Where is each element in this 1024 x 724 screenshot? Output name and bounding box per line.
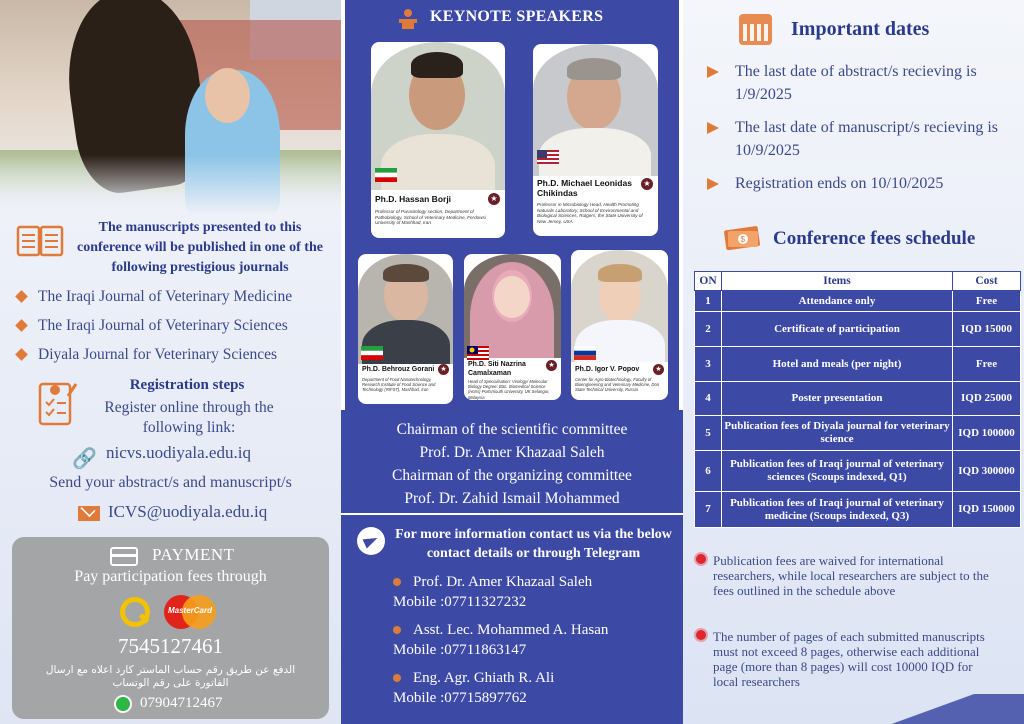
pages-note: The number of pages of each submitted manuscripts must not exceed 8 pages, otherwise each additional page (more than 8 pages) will cost 10000 IQD for local researchers [693, 629, 993, 689]
star-badge-icon: ★ [653, 364, 664, 375]
divider [341, 513, 683, 515]
mastercard-logo-icon: MasterCard [164, 595, 216, 629]
column-header: ON [695, 272, 722, 291]
fees-table [694, 271, 1021, 528]
credit-card-icon [110, 547, 138, 566]
fees-heading: Conference fees schedule [773, 228, 976, 249]
dates-heading: Important dates [791, 18, 930, 40]
date-item: The last date of manuscript/s recieving is 10/9/2025 [703, 116, 1013, 162]
payment-account-number: 7545127461 [118, 634, 223, 658]
star-badge-icon: ★ [546, 360, 557, 371]
registration-heading: Registration steps [129, 377, 245, 393]
envelope-icon [78, 506, 100, 521]
table-header-row [695, 272, 1021, 291]
star-badge-icon: ★ [438, 364, 449, 375]
dates-list [703, 60, 1013, 205]
speaker-description: Center for Agro-Biotechnology, Faculty of Bioengineering and Veterinary Medicine, Don State Technical University, Russia [575, 377, 660, 393]
bullet-dot-icon [393, 626, 401, 634]
iran-flag-icon [361, 346, 383, 360]
speaker-card [358, 254, 453, 404]
diamond-bullet-icon [15, 290, 28, 303]
send-instructions: Send your abstract/s and manuscript/s [49, 474, 292, 491]
contact-item: Eng. Agr. Ghiath R. Ali Mobile :07715897762 [393, 670, 555, 706]
star-badge-icon: ★ [488, 193, 500, 205]
red-burst-bullet-icon [696, 630, 706, 640]
committee-line: Chairman of the organizing committee [392, 467, 632, 484]
table-row: 6 Publication fees of Iraqi journal of veterinary sciences (Scoups indexed, Q1) IQD 300000 [695, 451, 1021, 492]
red-burst-bullet-icon [696, 554, 706, 564]
russia-flag-icon [574, 346, 596, 360]
open-book-icon [16, 223, 64, 261]
speaker-description: Professor in Microbiology Head, Health Promoting Naturals Laboratory, School of Environmental and Biological Sciences, Rutgers, the State University of New Jersey, USA [537, 202, 643, 224]
svg-text:$: $ [740, 235, 745, 244]
fees-note: Publication fees are waived for international researchers, while local researchers are subject to the fees outlined in the schedule above [693, 553, 993, 598]
star-badge-icon: ★ [641, 178, 653, 190]
contact-email[interactable]: ICVS@uodiyala.edu.iq [108, 502, 268, 521]
committee-block [341, 418, 683, 510]
speaker-card [533, 44, 658, 236]
diamond-bullet-icon [15, 348, 28, 361]
keynote-section [341, 0, 683, 410]
speaker-description: Professor of Parasitology section, Department of Pathobiology, School of Veterinary Medicine, Ferdowsi University of Mashhad, Iran [375, 209, 486, 226]
speaker-name: Ph.D. Siti Nazrina Camalxaman [468, 361, 526, 377]
arrow-bullet-icon [707, 178, 719, 190]
table-row: 1 Attendance only Free [695, 291, 1021, 312]
committee-line: Prof. Dr. Zahid Ismail Mohammed [404, 490, 620, 507]
calendar-icon [739, 14, 772, 45]
whatsapp-number[interactable]: 07904712467 [140, 695, 223, 711]
right-panel [683, 0, 1024, 724]
table-row: 2 Certificate of participation IQD 15000 [695, 312, 1021, 347]
speaker-card [371, 42, 505, 238]
payment-box [12, 537, 329, 719]
speaker-name: Ph.D. Behrouz Gorani [362, 366, 435, 373]
speaker-description: Department of Food Nanotechnology, Research Institute of Food Science and Technology (RIFST), Mashhad, Iran [362, 377, 436, 393]
date-item: The last date of abstract/s recieving is 1/9/2025 [703, 60, 1013, 106]
arrow-bullet-icon [707, 66, 719, 78]
payment-arabic-note: الدفع عن طريق رقم حساب الماستر كارد اعلاه مع ارسال الفاتورة على رقم الوتساب [45, 664, 296, 689]
iran-flag-icon [375, 168, 397, 182]
malaysia-flag-icon [467, 346, 489, 360]
middle-panel [341, 0, 683, 724]
speaker-name: Ph.D. Igor V. Popov [575, 366, 640, 373]
checklist-icon [38, 378, 78, 426]
telegram-icon[interactable] [357, 527, 385, 555]
journals-list [14, 282, 339, 369]
contact-heading: For more information contact us via the below contact details or through Telegram [395, 527, 672, 561]
qi-card-logo-icon [120, 597, 150, 627]
payment-subtitle: Pay participation fees through [74, 568, 267, 585]
speaker-card [464, 254, 561, 400]
contact-item: Prof. Dr. Amer Khazaal Saleh Mobile :07711327232 [393, 574, 593, 610]
payment-heading: PAYMENT [152, 545, 235, 564]
left-panel [0, 0, 341, 724]
registration-instructions: Register online through the following link: [104, 399, 274, 436]
table-row: 3 Hotel and meals (per night) Free [695, 347, 1021, 382]
column-header: Cost [953, 272, 1021, 291]
journals-heading: The manuscripts presented to this conference will be published in one of the following prestigious journals [77, 220, 323, 275]
link-icon: 🔗 [72, 448, 97, 470]
journal-item: The Iraqi Journal of Veterinary Sciences [14, 311, 339, 340]
table-row: 7 Publication fees of Iraqi journal of veterinary medicine (Scoups indexed, Q3) IQD 150000 [695, 492, 1021, 528]
journal-item: Diyala Journal for Veterinary Sciences [14, 340, 339, 369]
corner-decoration [884, 694, 1024, 724]
registration-link[interactable]: nicvs.uodiyala.edu.iq [106, 443, 251, 462]
bullet-dot-icon [393, 674, 401, 682]
usa-flag-icon [537, 150, 559, 164]
money-icon [723, 222, 763, 252]
whatsapp-icon [114, 695, 132, 713]
arrow-bullet-icon [707, 122, 719, 134]
date-item: Registration ends on 10/10/2025 [703, 172, 1013, 195]
speaker-description: Head of Specialisation: Virology/ Molecular Biology Degree: BSc. Biomedical Science (Hons) Portsmouth University, UK Selangor, Malaysia [468, 379, 550, 400]
diamond-bullet-icon [15, 319, 28, 332]
table-row: 5 Publication fees of Diyala journal for veterinary science IQD 100000 [695, 416, 1021, 451]
speaker-name: Ph.D. Hassan Borji [375, 194, 452, 204]
committee-line: Chairman of the scientific committee [396, 421, 628, 438]
journal-item: The Iraqi Journal of Veterinary Medicine [14, 282, 339, 311]
column-header: Items [722, 272, 953, 291]
speaker-podium-icon [396, 8, 420, 30]
speaker-name: Ph.D. Michael Leonidas Chikindas [537, 178, 632, 198]
hero-image-vet-with-horse [0, 0, 341, 215]
speaker-card [571, 250, 668, 400]
contact-list [389, 572, 679, 716]
committee-line: Prof. Dr. Amer Khazaal Saleh [419, 444, 605, 461]
bullet-dot-icon [393, 578, 401, 586]
contact-item: Asst. Lec. Mohammed A. Hasan Mobile :07711863147 [393, 622, 609, 658]
table-row: 4 Poster presentation IQD 25000 [695, 382, 1021, 416]
keynote-heading: KEYNOTE SPEAKERS [430, 8, 604, 25]
